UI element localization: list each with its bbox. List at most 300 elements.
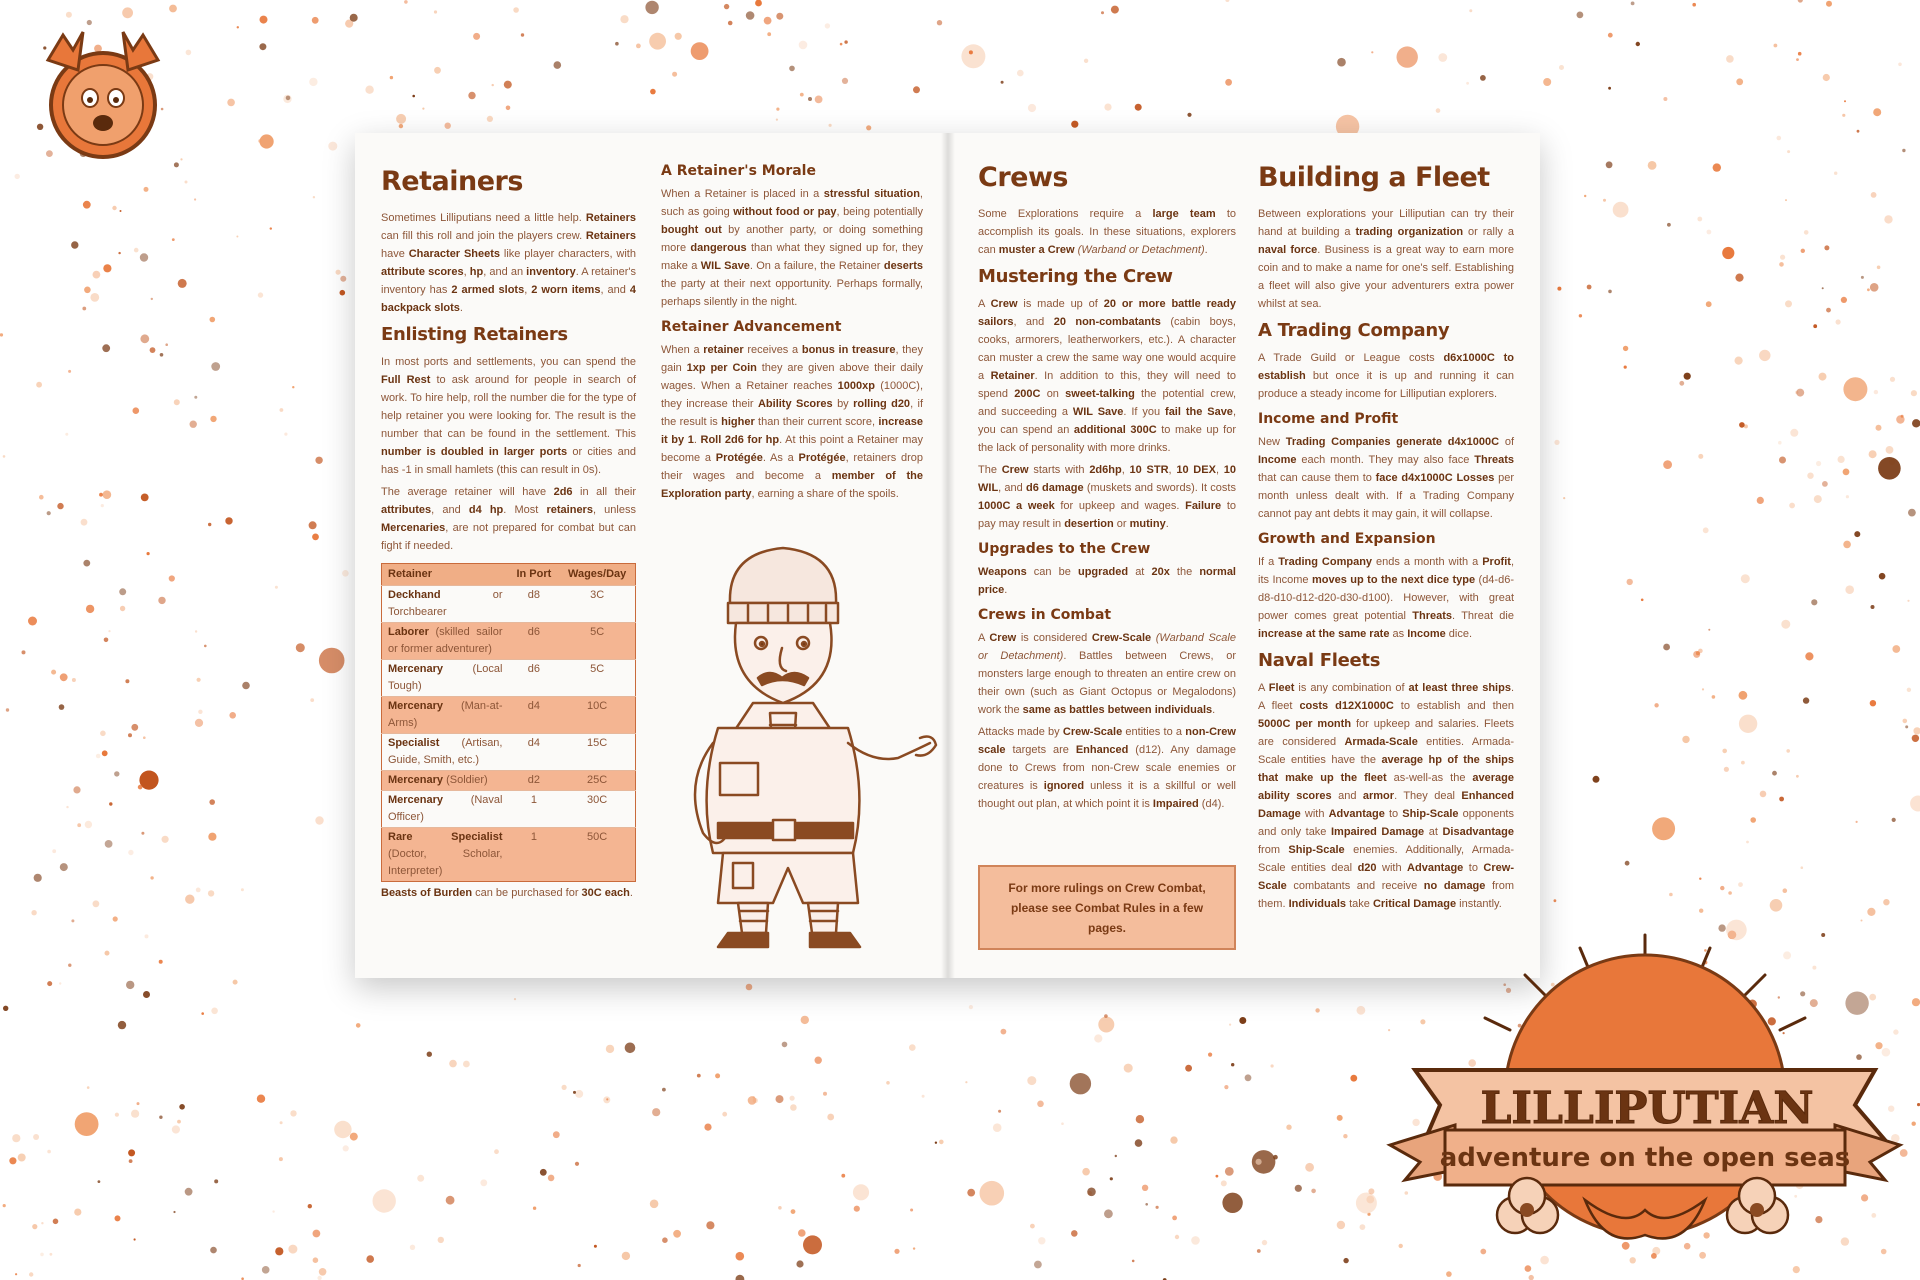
paint-dot (1778, 441, 1782, 445)
heading-building-a-fleet: Building a Fleet (1258, 162, 1490, 193)
paint-dot (1722, 749, 1727, 754)
paint-dot (1525, 1265, 1532, 1272)
paint-dot (109, 802, 112, 805)
wages-cell: 5C (559, 660, 635, 697)
paint-dot (691, 42, 709, 60)
paint-dot (210, 416, 216, 422)
paint-dot (1834, 172, 1837, 175)
paint-dot (993, 1123, 1002, 1132)
paint-dot (33, 1134, 39, 1140)
paint-dot (1869, 450, 1877, 458)
paint-dot (122, 7, 133, 18)
paint-dot (194, 396, 197, 399)
paint-dot (594, 1245, 597, 1248)
paint-dot (922, 1095, 925, 1098)
paint-dot (1699, 909, 1703, 913)
paint-dot (1030, 1224, 1035, 1229)
paint-dot (808, 97, 812, 101)
paint-dot (196, 888, 201, 893)
paint-dot (41, 1222, 43, 1224)
paint-dot (410, 1245, 415, 1250)
paint-dot (131, 1110, 139, 1118)
paint-dot (755, 0, 762, 6)
retainers-intro: Sometimes Lilliputians need a little help. Retainers can fill this roll and join the players crew. Retainers have Character Sheets like player characters, with attribute scores, hp, and an inventory. A retainer's inventory has 2 armed slots, 2 worn items, and 4 backpack slots. (381, 212, 637, 314)
table-row (382, 791, 636, 828)
paint-dot (290, 1110, 296, 1116)
paint-dot (60, 673, 68, 681)
paint-dot (404, 0, 408, 4)
paint-dot (1554, 899, 1557, 902)
paint-dot (125, 679, 129, 683)
paint-dot (86, 605, 94, 613)
paint-dot (1037, 1101, 1044, 1108)
paint-dot (1804, 230, 1809, 235)
paint-dot (160, 353, 164, 357)
paint-dot (1877, 266, 1881, 270)
paint-dot (521, 33, 524, 36)
paint-dot (102, 344, 110, 352)
paint-dot (128, 733, 132, 737)
heading-retainer-morale: A Retainer's Morale (661, 163, 816, 179)
paint-dot (1798, 0, 1803, 3)
heading-retainer-advancement: Retainer Advancement (661, 319, 842, 335)
paint-dot (87, 1086, 90, 1089)
paint-dot (1170, 1136, 1177, 1143)
paint-dot (1801, 866, 1804, 869)
paint-dot (1438, 53, 1447, 62)
paint-dot (96, 754, 101, 759)
paint-dot (138, 785, 143, 790)
paint-dot (334, 1121, 351, 1138)
paint-dot (736, 1275, 745, 1280)
paint-dot (533, 1207, 536, 1210)
table-row (382, 734, 636, 771)
paint-dot (131, 724, 138, 731)
paint-dot (1579, 314, 1582, 317)
paint-dot (73, 786, 80, 793)
paint-dot (1543, 78, 1551, 86)
paint-dot (280, 1121, 283, 1124)
paint-dot (1739, 691, 1748, 700)
paint-dot (625, 1043, 636, 1054)
paint-dot (1368, 1188, 1374, 1194)
paint-dot (790, 1096, 795, 1101)
paint-dot (1707, 230, 1712, 235)
paint-dot (449, 1060, 457, 1068)
paint-dot (134, 248, 139, 253)
paint-dot (1305, 1163, 1314, 1172)
paint-dot (1905, 725, 1908, 728)
wages-cell: 50C (559, 828, 635, 882)
paint-dot (650, 1200, 659, 1209)
paint-dot (90, 293, 99, 302)
paint-dot (120, 606, 125, 611)
paint-dot (71, 241, 78, 248)
paint-dot (119, 588, 126, 595)
paint-dot (1135, 104, 1142, 111)
paint-dot (211, 362, 220, 371)
paint-dot (1371, 51, 1373, 53)
paint-dot (1529, 1275, 1534, 1280)
in-port-cell: d6 (509, 660, 560, 697)
paint-dot (1608, 87, 1611, 90)
paint-dot (118, 1021, 126, 1029)
logo-title: LILLIPUTIAN (1480, 1083, 1814, 1134)
paint-dot (1625, 861, 1630, 866)
lilliputian-logo (1385, 930, 1905, 1260)
paint-dot (258, 139, 261, 142)
paint-dot (1702, 688, 1704, 690)
wages-cell: 25C (559, 771, 635, 791)
paint-dot (840, 43, 843, 46)
paint-dot (1466, 82, 1469, 85)
paint-dot (126, 981, 134, 989)
retainer-cell: Mercenary (Man-at-Arms) (382, 697, 509, 734)
in-port-cell: 1 (509, 828, 560, 882)
paint-dot (99, 493, 103, 497)
paint-dot (68, 370, 71, 373)
paint-dot (343, 1145, 349, 1151)
paint-dot (1907, 688, 1911, 692)
paint-dot (209, 799, 215, 805)
paint-dot (622, 1252, 630, 1260)
beasts-of-burden-note: Beasts of Burden can be purchased for 30C each. (381, 887, 633, 899)
paint-dot (748, 1096, 757, 1105)
paint-dot (169, 575, 175, 581)
paint-dot (1624, 366, 1627, 369)
paint-dot (66, 12, 72, 18)
paint-dot (1896, 415, 1904, 423)
heading-income-and-profit: Income and Profit (1258, 411, 1399, 427)
paint-dot (6, 708, 9, 711)
paint-dot (791, 1209, 796, 1214)
paint-dot (93, 271, 101, 279)
paint-dot (1807, 473, 1813, 479)
paint-dot (1912, 735, 1919, 742)
paint-dot (438, 1237, 444, 1243)
paint-dot (313, 1257, 319, 1263)
paint-dot (969, 50, 973, 54)
crew-combat-callout: For more rulings on Crew Combat, please see Combat Rules in a few pages. (978, 865, 1236, 950)
column-retainer-morale (661, 161, 923, 507)
paint-dot (548, 1175, 555, 1182)
paint-dot (1104, 104, 1111, 111)
paint-dot (1760, 791, 1767, 798)
paint-dot (1787, 150, 1790, 153)
paint-dot (1793, 1266, 1800, 1273)
paint-dot (1028, 104, 1036, 112)
paint-dot (210, 317, 216, 323)
paint-dot (1781, 620, 1790, 629)
paint-dot (1469, 9, 1472, 12)
paint-dot (998, 1110, 1001, 1113)
paint-dot (1698, 454, 1703, 459)
paint-dot (1741, 761, 1745, 765)
paint-dot (1360, 1224, 1366, 1230)
paint-dot (1779, 262, 1784, 267)
paint-dot (969, 1005, 973, 1009)
paint-dot (1724, 767, 1729, 772)
paint-dot (1034, 1261, 1042, 1269)
paint-dot (208, 523, 211, 526)
paint-dot (1104, 1209, 1113, 1218)
paint-dot (165, 343, 168, 346)
paint-dot (356, 1023, 361, 1028)
paint-dot (1770, 899, 1783, 912)
paint-dot (309, 521, 317, 529)
paint-dot (1907, 600, 1909, 602)
table-row (382, 623, 636, 660)
paint-dot (1722, 247, 1734, 259)
paint-dot (801, 1016, 809, 1024)
paint-dot (1071, 1230, 1078, 1237)
heading-mustering-the-crew: Mustering the Crew (978, 266, 1173, 287)
paint-dot (675, 33, 682, 40)
paint-dot (827, 1114, 834, 1121)
paint-dot (1699, 878, 1701, 880)
paint-dot (562, 1085, 567, 1090)
paint-dot (72, 678, 76, 682)
paint-dot (128, 850, 133, 855)
in-port-cell: d6 (509, 623, 560, 660)
paint-dot (312, 534, 319, 541)
paint-dot (606, 1045, 614, 1053)
paint-dot (697, 1074, 701, 1078)
paint-dot (1104, 1014, 1108, 1018)
paint-dot (172, 238, 175, 241)
paint-dot (553, 1131, 560, 1138)
paint-dot (1221, 1180, 1227, 1186)
table-row (382, 828, 636, 882)
paint-dot (29, 1272, 33, 1276)
mustering-paragraph-2: The Crew starts with 2d6hp, 10 STR, 10 DEX, 10 WIL, and d6 damage (muskets and swords). It costs 1000C a week for upkeep and wages. Failure to pay may result in desertion or mutiny. (978, 464, 1236, 530)
paint-dot (310, 698, 314, 702)
paint-dot (1027, 1076, 1036, 1085)
paint-dot (103, 490, 112, 499)
paint-dot (1225, 1167, 1234, 1176)
paint-dot (179, 1104, 185, 1110)
paint-dot (789, 66, 795, 72)
wages-cell: 30C (559, 791, 635, 828)
paint-dot (1606, 161, 1613, 168)
paint-dot (965, 1081, 967, 1083)
paint-dot (0, 333, 3, 336)
paint-dot (1796, 775, 1799, 778)
paint-dot (194, 198, 196, 200)
table-row (382, 771, 636, 791)
paint-dot (141, 494, 149, 502)
paint-dot (1883, 899, 1889, 905)
paint-dot (815, 1057, 822, 1064)
open-booklet-spread (355, 133, 1540, 978)
wages-cell: 15C (559, 734, 635, 771)
paint-dot (233, 980, 238, 985)
paint-dot (288, 1245, 297, 1254)
paint-dot (1252, 1150, 1276, 1174)
wages-cell: 3C (559, 586, 635, 623)
paint-dot (650, 89, 656, 95)
paint-dot (672, 72, 677, 77)
paint-dot (1608, 33, 1613, 38)
paint-dot (1175, 1235, 1179, 1239)
paint-dot (366, 1255, 374, 1263)
paint-dot (280, 408, 284, 412)
paint-dot (1142, 1185, 1148, 1191)
paint-dot (506, 106, 511, 111)
paint-dot (59, 704, 65, 710)
paint-dot (514, 998, 516, 1000)
paint-dot (636, 44, 641, 49)
paint-dot (396, 114, 406, 124)
paint-dot (575, 1162, 579, 1166)
naval-paragraph: A Fleet is any combination of at least three ships. A fleet costs d12X1000C to establish and then 5000C per month for upkeep and salaries. Fleets are considered Armada-Scale entities. Armada-Scale entities have the average hp of the ships that make up the fleet as-well-as the average ability scores and armor. They deal Enhanced Damage with Advantage to Ship-Scale opponents and only take Impaired Damage at Disadvantage from Ship-Scale enemies. Additionally, Armada-Scale entities deal d20 with Advantage to Crew-Scale combatants and receive no damage from them. Individuals take Critical Damage instantly. (1258, 682, 1515, 910)
paint-dot (829, 124, 832, 127)
paint-dot (1231, 1063, 1234, 1066)
paint-dot (75, 1112, 99, 1136)
paint-dot (1843, 541, 1851, 549)
paint-dot (463, 1061, 470, 1068)
paint-dot (736, 1252, 745, 1261)
paint-dot (796, 1260, 803, 1267)
paint-dot (105, 951, 110, 956)
paint-dot (1870, 700, 1876, 706)
paint-dot (120, 210, 122, 212)
paint-dot (1913, 727, 1920, 734)
paint-dot (1912, 998, 1920, 1006)
paint-dot (186, 50, 192, 56)
paint-dot (340, 276, 346, 282)
paint-dot (40, 1253, 44, 1257)
combat-paragraph-1: A Crew is considered Crew-Scale (Warband Scale or Detachment). Battles between Crews, or monsters large enough to threaten an entire crew on their own (such as Giant Octopus or Megalodons) work the same as battles between individuals. (978, 632, 1236, 716)
paint-dot (342, 570, 349, 577)
paint-dot (1061, 1122, 1064, 1125)
paint-dot (198, 710, 202, 714)
heading-retainers: Retainers (381, 166, 523, 197)
paint-dot (270, 227, 272, 229)
paint-dot (417, 1175, 424, 1182)
paint-dot (118, 252, 120, 254)
retainer-cell: Laborer (skilled sailor or former adventurer) (382, 623, 509, 660)
paint-dot (662, 1088, 666, 1092)
paint-dot (1805, 652, 1813, 660)
paint-dot (1706, 301, 1712, 307)
paint-dot (1185, 1065, 1192, 1072)
paint-dot (1682, 736, 1689, 743)
paint-dot (83, 201, 91, 209)
paint-dot (1001, 1029, 1007, 1035)
paint-dot (113, 916, 118, 921)
paint-dot (1603, 199, 1606, 202)
paint-dot (1135, 1139, 1143, 1147)
paint-dot (446, 1196, 455, 1205)
paint-dot (1070, 1073, 1091, 1094)
retainer-cell: Mercenary (Local Tough) (382, 660, 509, 697)
paint-dot (39, 495, 44, 500)
paint-dot (129, 1159, 133, 1163)
paint-dot (390, 76, 393, 79)
paint-dot (799, 41, 808, 50)
wages-cell: 10C (559, 697, 635, 734)
paint-dot (74, 1209, 81, 1216)
paint-dot (1886, 446, 1894, 454)
paint-dot (1136, 1115, 1144, 1123)
paint-dot (961, 44, 985, 68)
paint-dot (1822, 481, 1828, 487)
paint-dot (573, 1091, 576, 1094)
paint-dot (1708, 629, 1710, 631)
paint-dot (1843, 377, 1867, 401)
paint-dot (1857, 130, 1860, 133)
paint-dot (178, 279, 187, 288)
paint-dot (1867, 288, 1870, 291)
paint-dot (144, 187, 149, 192)
paint-dot (85, 821, 92, 828)
paint-dot (151, 298, 153, 300)
paint-dot (275, 586, 278, 589)
paint-dot (1693, 651, 1700, 658)
paint-dot (1356, 1193, 1377, 1214)
paint-dot (913, 1247, 915, 1249)
paint-dot (1779, 797, 1784, 802)
heading-growth-and-expansion: Growth and Expansion (1258, 531, 1436, 547)
logo-subtitle: adventure on the open seas (1439, 1143, 1851, 1173)
paint-dot (939, 1140, 944, 1145)
paint-dot (776, 119, 778, 121)
paint-dot (1796, 389, 1804, 397)
paint-dot (767, 32, 771, 36)
paint-dot (1856, 821, 1858, 823)
paint-dot (673, 1230, 681, 1238)
enlisting-paragraph-1: In most ports and settlements, you can spend the Full Rest to ask around for people in search of work. To hire help, roll the number die for the type of help retainer you were looking for. The result is the number that can be found in the settlement. This number is doubled in larger ports or cities and has -1 in small hamlets (this can result in 0s). (381, 356, 636, 476)
table-header-in-port: In Port (509, 564, 560, 586)
paint-dot (1902, 149, 1905, 152)
paint-dot (1777, 136, 1782, 141)
paint-dot (1679, 381, 1684, 386)
paint-dot (1697, 217, 1702, 222)
paint-dot (237, 26, 239, 28)
paint-dot (1172, 1216, 1177, 1221)
paint-dot (143, 736, 146, 739)
paint-dot (1110, 1177, 1113, 1180)
table-header-wages: Wages/Day (559, 564, 635, 586)
paint-dot (540, 1169, 547, 1176)
paint-dot (133, 407, 140, 414)
heading-trading-company: A Trading Company (1258, 320, 1450, 341)
paint-dot (1836, 319, 1841, 324)
paint-dot (1819, 373, 1827, 381)
paint-dot (1861, 276, 1864, 279)
table-row (382, 660, 636, 697)
paint-dot (317, 1276, 321, 1280)
paint-dot (1816, 461, 1821, 466)
paint-dot (1739, 422, 1745, 428)
paint-dot (764, 17, 772, 25)
paint-dot (1826, 308, 1831, 313)
trading-paragraph: A Trade Guild or League costs d6x1000C to establish but once it is up and running it can produce a steady income for Lilliputian explorers. (1258, 352, 1514, 400)
paint-dot (214, 1179, 218, 1183)
paint-dot (1811, 599, 1817, 605)
paint-dot (1757, 497, 1764, 504)
paint-dot (190, 421, 197, 428)
table-row (382, 586, 636, 623)
paint-dot (195, 719, 203, 727)
paint-dot (177, 1120, 181, 1124)
paint-dot (1017, 70, 1024, 77)
paint-dot (1101, 11, 1104, 14)
paint-dot (1712, 695, 1716, 699)
paint-dot (473, 33, 480, 40)
paint-dot (1871, 605, 1875, 609)
